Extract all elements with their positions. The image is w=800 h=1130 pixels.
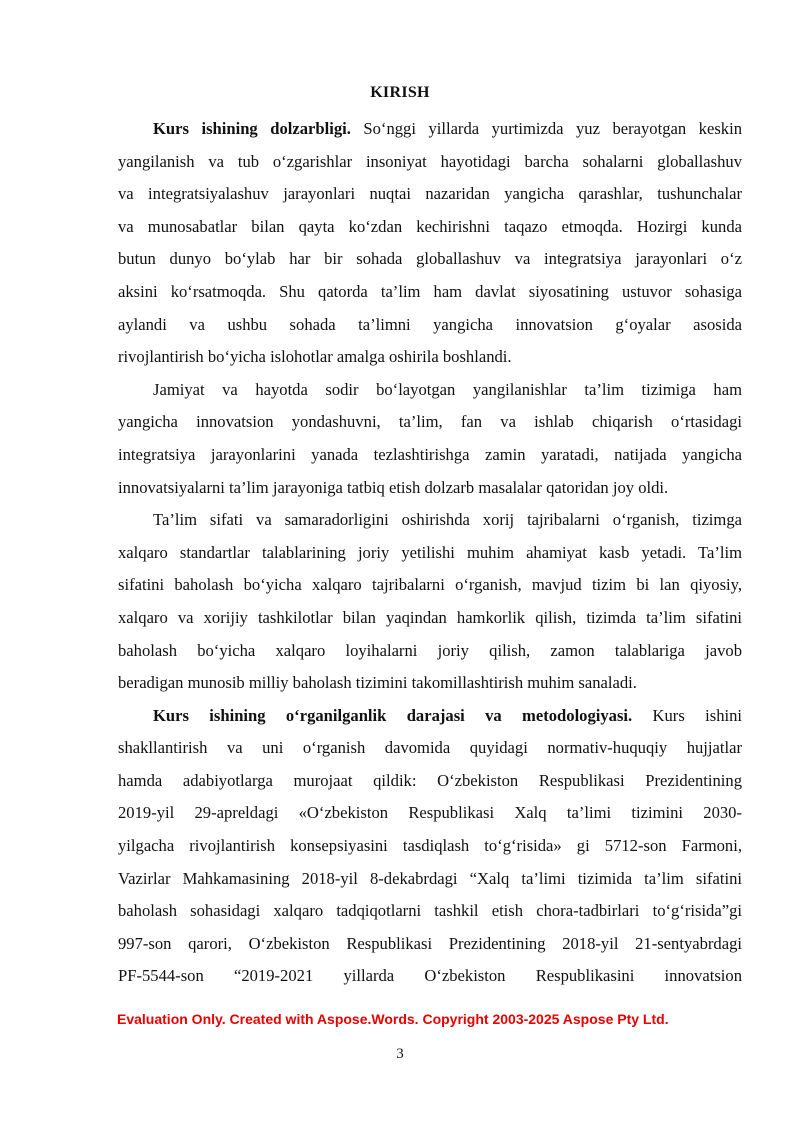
- text-line: xalqaro va xorijiy tashkilotlar bilan yaqindan hamkorlik qilish, tizimda ta’lim sifatini: [118, 607, 742, 627]
- text-line: yangilanish va tub o‘zgarishlar insoniyat hayotidagi barcha sohalarni globallashuv: [118, 151, 742, 171]
- section-heading: Kurs ishining dolzarbligi.: [153, 119, 351, 138]
- text-line: [118, 700, 742, 733]
- text-span: Kurs ishini: [652, 705, 743, 725]
- text-line: shakllantirish va uni o‘rganish davomida quyidagi normativ-huquqiy hujjatlar: [118, 738, 742, 758]
- section-heading: Kurs ishining o‘rganilganlik darajasi va metodologiyasi.: [153, 705, 633, 725]
- page-title: KIRISH: [370, 84, 430, 101]
- text-line: 997-son qarori, O‘zbekiston Respublikasi Prezidentining 2018-yil 21-sentyabrdagi: [118, 933, 742, 953]
- paragraph-society: [118, 374, 742, 504]
- text-line: baholash bo‘yicha xalqaro loyihalarni joriy qilish, zamon talablariga javob: [118, 640, 742, 660]
- paragraph-relevance: [118, 113, 742, 374]
- text-line: va integratsiyalashuv jarayonlari nuqtai nazaridan yangicha qarashlar, tushunchalar: [118, 184, 742, 204]
- text-line: rivojlantirish bo‘yicha islohotlar amalga oshirila boshlandi.: [118, 347, 512, 367]
- page-number: 3: [396, 1046, 404, 1062]
- text-line: integratsiya jarayonlarini yanada tezlashtirishga zamin yaratadi, natijada yangicha: [118, 444, 742, 464]
- text-line: Jamiyat va hayotda sodir bo‘layotgan yangilanishlar ta’lim tizimiga ham: [153, 379, 742, 399]
- text-line: beradigan munosib milliy baholash tizimini takomillashtirish muhim sanaladi.: [118, 673, 637, 693]
- text-line: yangicha innovatsion yondashuvni, ta’lim, fan va ishlab chiqarish o‘rtasidagi: [118, 412, 742, 432]
- text-line: Ta’lim sifati va samaradorligini oshirishda xorij tajribalarni o‘rganish, tizimga: [153, 510, 742, 530]
- paragraph-quality: [118, 504, 742, 700]
- text-span: So‘nggi yillarda yurtimizda yuz berayotgan keskin: [363, 119, 742, 138]
- text-line: [118, 113, 742, 146]
- text-line: aksini ko‘rsatmoqda. Shu qatorda ta’lim ham davlat siyosatining ustuvor sohasiga: [118, 281, 742, 301]
- text-line: 2019-yil 29-apreldagi «O‘zbekiston Respublikasi Xalq ta’limi tizimini 2030-: [118, 803, 742, 823]
- text-line: sifatini baholash bo‘yicha xalqaro tajribalarni o‘rganish, mavjud tizim bi lan qiyosiy,: [118, 575, 742, 595]
- evaluation-watermark: Evaluation Only. Created with Aspose.Words. Copyright 2003-2025 Aspose Pty Ltd.: [117, 1011, 669, 1027]
- text-line: va munosabatlar bilan qayta ko‘zdan kechirishni taqazo etmoqda. Hozirgi kunda: [118, 216, 742, 236]
- text-line: xalqaro standartlar talablarining joriy yetilishi muhim ahamiyat kasb yetadi. Ta’lim: [118, 542, 742, 562]
- text-line: hamda adabiyotlarga murojaat qildik: O‘zbekiston Respublikasi Prezidentining: [118, 770, 742, 790]
- text-line: yilgacha rivojlantirish konsepsiyasini tasdiqlash to‘g‘risida» gi 5712-son Farmoni,: [118, 836, 742, 856]
- text-line: baholash sohasidagi xalqaro tadqiqotlarni tashkil etish chora-tadbirlari to‘g‘risida”gi: [118, 901, 742, 921]
- text-line: innovatsiyalarni ta’lim jarayoniga tatbiq etish dolzarb masalalar qatoridan joy oldi.: [118, 477, 669, 497]
- text-line: aylandi va ushbu sohada ta’limni yangicha innovatsion g‘oyalar asosida: [118, 314, 742, 334]
- paragraph-methodology: [118, 700, 742, 993]
- text-line: butun dunyo bo‘ylab har bir sohada globallashuv va integratsiya jarayonlari o‘z: [118, 249, 742, 269]
- document-body: [118, 113, 742, 993]
- text-line: Vazirlar Mahkamasining 2018-yil 8-dekabrdagi “Xalq ta’limi tizimida ta’lim sifatini: [118, 868, 742, 888]
- text-line: PF-5544-son “2019-2021 yillarda O‘zbekiston Respublikasini innovatsion: [118, 966, 742, 986]
